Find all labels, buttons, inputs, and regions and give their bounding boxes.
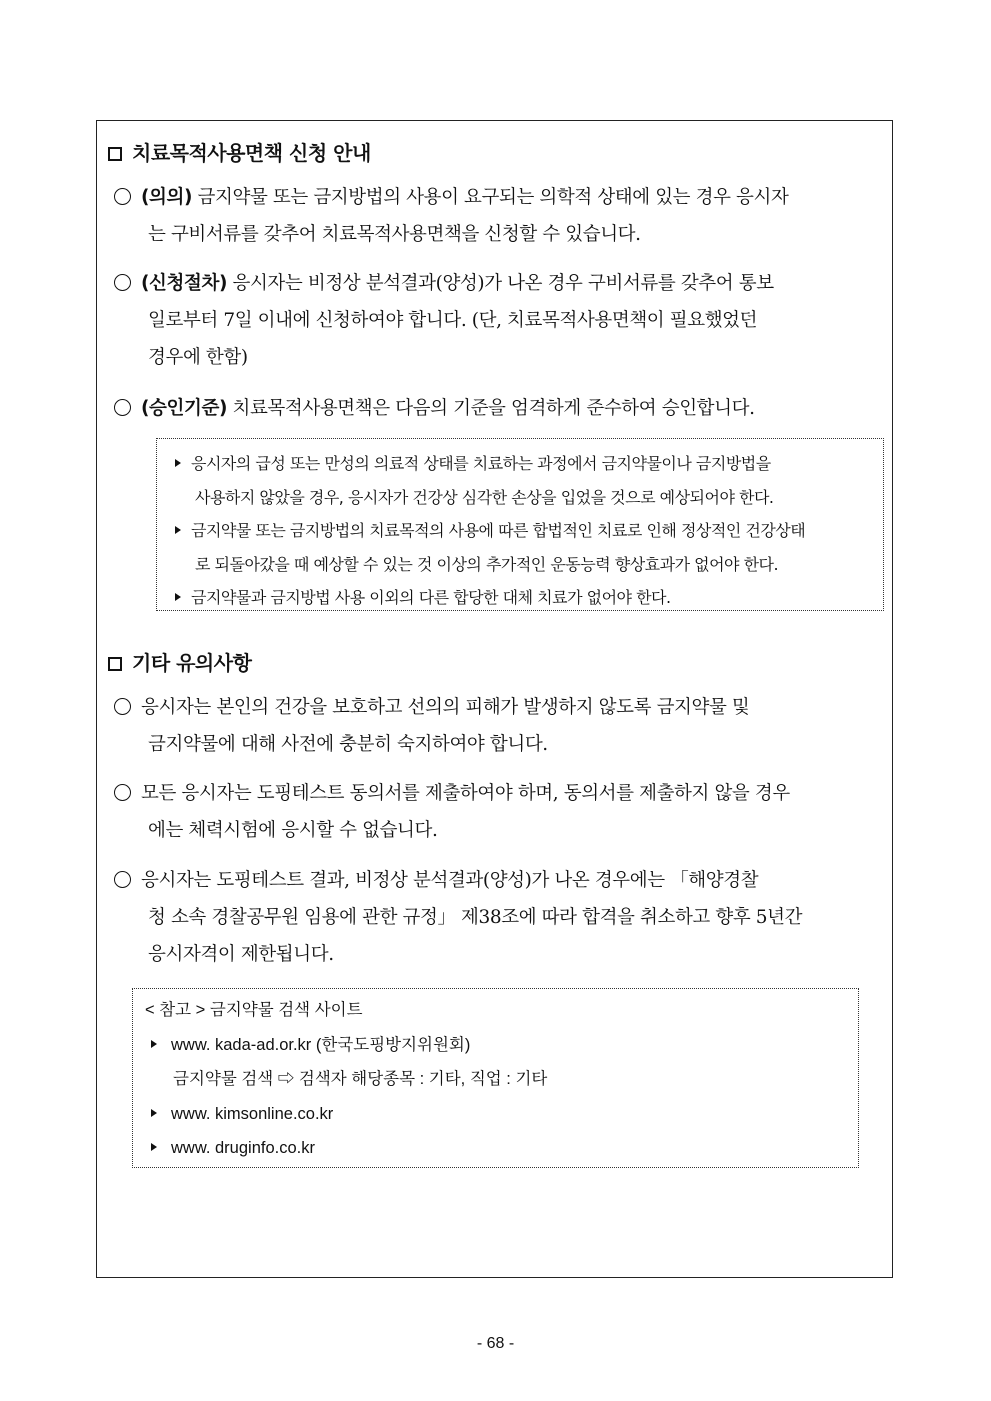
circle-bullet-icon: [114, 188, 131, 205]
criteria-text: 사용하지 않았을 경우, 응시자가 건강상 심각한 손상을 입었을 것으로 예상되어야 한다.: [195, 487, 774, 507]
paragraph-cancellation-notice: [114, 862, 886, 973]
triangle-bullet-icon: [151, 1143, 157, 1151]
reference-title: < 참고 > 금지약물 검색 사이트: [145, 1001, 363, 1019]
item-text: 모든 응시자는 도핑테스트 동의서를 제출하여야 하며, 동의서를 제출하지 않을 경우: [141, 783, 790, 804]
criteria-text: 금지약물과 금지방법 사용 이외의 다른 합당한 대체 치료가 없어야 한다.: [191, 588, 671, 607]
criteria-text: 로 되돌아갔을 때 예상할 수 있는 것 이상의 추가적인 운동능력 향상효과가 없어야 한다.: [195, 554, 779, 574]
page-number: - 68 -: [476, 1335, 515, 1352]
item-text: 는 구비서류를 갖추어 치료목적사용면책을 신청할 수 있습니다.: [148, 224, 641, 245]
item-text: 금지약물 또는 금지방법의 사용이 요구되는 의학적 상태에 있는 경우 응시자: [192, 187, 789, 208]
triangle-bullet-icon: [175, 526, 181, 534]
reference-box: [132, 988, 859, 1168]
reference-site: [145, 1131, 858, 1166]
item-text: 응시자는 비정상 분석결과(양성)가 나온 경우 구비서류를 갖추어 통보: [227, 273, 774, 294]
section-heading-tue: [108, 137, 371, 166]
paragraph-health-notice: [114, 689, 886, 763]
triangle-bullet-icon: [175, 593, 181, 601]
criteria-item: [175, 447, 883, 481]
item-text: 일로부터 7일 이내에 신청하여야 합니다. (단, 치료목적사용면책이 필요했었던: [148, 310, 758, 331]
item-text: 경우에 한함): [148, 347, 248, 368]
triangle-bullet-icon: [175, 459, 181, 467]
section-title: 치료목적사용면책 신청 안내: [132, 141, 371, 165]
criteria-text: 금지약물 또는 금지방법의 치료목적의 사용에 따른 합법적인 치료로 인해 정상적인 건강상태: [191, 521, 806, 540]
site-link[interactable]: www. kada-ad.or.kr (한국도핑방지위원회): [171, 1035, 471, 1054]
criteria-text: 응시자의 급성 또는 만성의 의료적 상태를 치료하는 과정에서 금지약물이나 금지방법을: [191, 454, 771, 473]
item-text: 금지약물에 대해 사전에 충분히 숙지하여야 합니다.: [148, 734, 548, 755]
paragraph-approval-criteria: [114, 390, 886, 427]
item-text: 응시자격이 제한됩니다.: [148, 944, 334, 965]
section-title: 기타 유의사항: [132, 651, 252, 675]
criteria-item: [175, 514, 883, 548]
square-bullet-icon: [108, 147, 122, 161]
reference-site: [145, 1028, 858, 1063]
reference-site: [145, 1097, 858, 1132]
paragraph-procedure: [114, 265, 886, 376]
item-text: 치료목적사용면책은 다음의 기준을 엄격하게 준수하여 승인합니다.: [227, 398, 755, 419]
item-text: 에는 체력시험에 응시할 수 없습니다.: [148, 820, 438, 841]
criteria-item: [175, 581, 883, 615]
item-label: (신청절차): [141, 273, 227, 294]
triangle-bullet-icon: [151, 1109, 157, 1117]
item-text: 청 소속 경찰공무원 임용에 관한 규정」 제38조에 따라 합격을 취소하고 향후 5년간: [148, 907, 803, 928]
item-text: 응시자는 도핑테스트 결과, 비정상 분석결과(양성)가 나온 경우에는 「해양경찰: [141, 870, 759, 891]
circle-bullet-icon: [114, 274, 131, 291]
square-bullet-icon: [108, 657, 122, 671]
section-heading-notes: [108, 647, 251, 676]
triangle-bullet-icon: [151, 1040, 157, 1048]
circle-bullet-icon: [114, 871, 131, 888]
item-text: 응시자는 본인의 건강을 보호하고 선의의 피해가 발생하지 않도록 금지약물 및: [141, 697, 750, 718]
site-note: 금지약물 검색 ⇨ 검색자 해당종목 : 기타, 직업 : 기타: [173, 1070, 548, 1088]
circle-bullet-icon: [114, 784, 131, 801]
site-link[interactable]: www. kimsonline.co.kr: [171, 1104, 334, 1123]
criteria-box: [156, 438, 884, 611]
paragraph-definition: [114, 179, 886, 253]
circle-bullet-icon: [114, 698, 131, 715]
item-label: (의의): [141, 187, 193, 208]
item-label: (승인기준): [141, 398, 227, 419]
circle-bullet-icon: [114, 399, 131, 416]
paragraph-consent-notice: [114, 775, 886, 849]
site-link[interactable]: www. druginfo.co.kr: [171, 1139, 315, 1157]
